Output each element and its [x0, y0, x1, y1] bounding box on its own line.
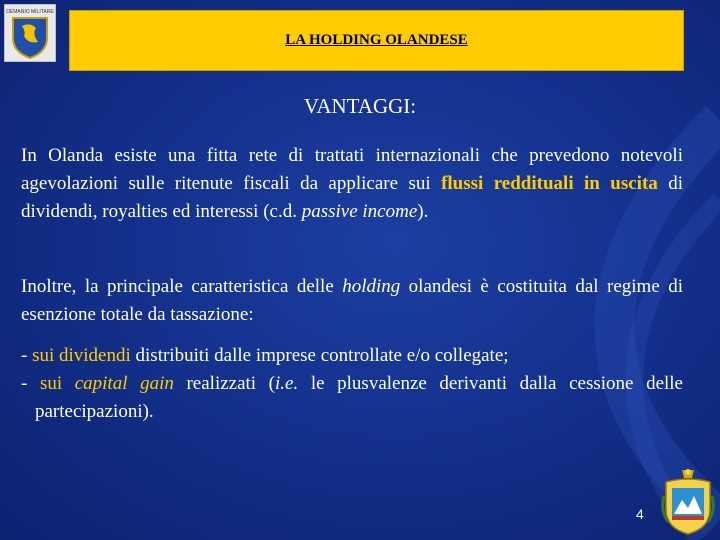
- slide-title: LA HOLDING OLANDESE: [285, 32, 468, 48]
- paragraph-1-text-3: ).: [417, 201, 429, 222]
- paragraph-2-italic: holding: [342, 276, 401, 297]
- crest-shield-icon: [4, 4, 56, 62]
- coat-of-arms-icon: [660, 466, 716, 536]
- list-item-2-highlight: sui: [39, 373, 75, 394]
- list-item: [21, 342, 683, 370]
- paragraph-1-text: In Olanda esiste una fitta rete di trattati internazionali che prevedono notevoli agevolazioni sulle ritenute fiscali da applicare sui: [21, 145, 683, 194]
- list-item-1-text: distribuiti dalle imprese controllate e/o collegate;: [130, 345, 509, 366]
- list-item: [21, 370, 683, 426]
- paragraph-1-highlight: flussi reddituali in uscita: [441, 173, 658, 194]
- exemption-list: [21, 342, 683, 426]
- paragraph-2: [21, 273, 683, 329]
- subtitle: [0, 94, 720, 119]
- list-item-2-text-2: le plusvalenze derivanti dalla cessione delle partecipazioni).: [35, 373, 683, 422]
- paragraph-1-text-2: di dividendi, royalties ed interessi (c.d.: [21, 173, 683, 222]
- paragraph-1-italic: passive income: [301, 201, 418, 222]
- paragraph-2-text-2: olandesi è costituita dal regime di esenzione totale da tassazione:: [21, 276, 683, 325]
- list-item-2-italic: i.e.: [275, 373, 299, 394]
- list-item-1-highlight: sui dividendi: [32, 345, 131, 366]
- title-box: [69, 10, 684, 71]
- list-dash: -: [21, 345, 33, 366]
- list-item-2-text: realizzati (: [173, 373, 276, 394]
- paragraph-2-text: Inoltre, la principale caratteristica delle: [21, 276, 343, 297]
- subtitle-text: VANTAGGI:: [303, 94, 417, 118]
- page-number: 4: [636, 506, 644, 522]
- paragraph-1: [21, 142, 683, 226]
- list-item-2-italic-highlight: capital gain: [74, 373, 174, 394]
- svg-text:DEMANIO MILITARE: DEMANIO MILITARE: [6, 9, 54, 15]
- list-dash: -: [21, 373, 40, 394]
